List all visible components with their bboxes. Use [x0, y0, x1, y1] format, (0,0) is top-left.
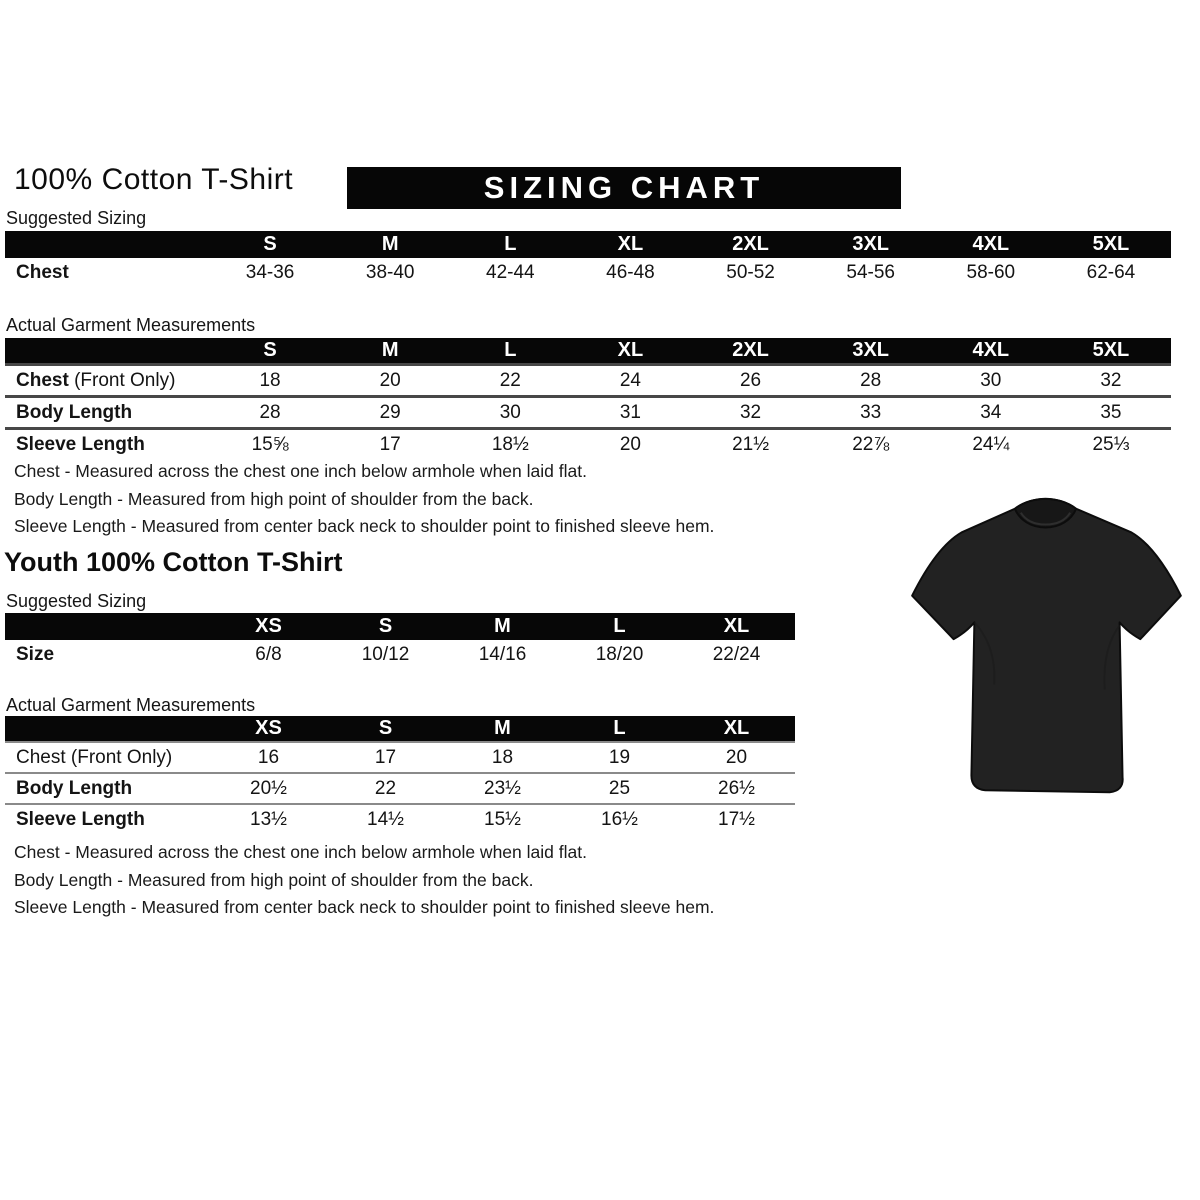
- table-cell: 23½: [484, 777, 521, 799]
- table-cell: 30: [980, 369, 1002, 391]
- column-header: 4XL: [972, 233, 1010, 255]
- adult-actual-measurements-table: [5, 338, 1171, 459]
- row-label: Chest (Front Only): [16, 369, 176, 391]
- table-cell: 21½: [732, 433, 770, 455]
- table-cell: 32: [739, 401, 762, 423]
- column-header: XL: [723, 717, 750, 739]
- table-cell: 58-60: [966, 262, 1016, 283]
- table-header-row: [5, 338, 1171, 363]
- column-header: L: [504, 339, 517, 361]
- note-chest: Chest - Measured across the chest one inch below armhole when laid flat.: [14, 842, 587, 862]
- column-header: L: [613, 717, 626, 739]
- column-header: XS: [255, 615, 282, 637]
- table-row: [5, 803, 795, 834]
- table-cell: 34: [980, 401, 1002, 423]
- row-label: Sleeve Length: [16, 808, 145, 830]
- table-cell: 17: [379, 433, 401, 455]
- row-label: Chest: [16, 262, 69, 283]
- youth-suggested-sizing-label: Suggested Sizing: [6, 591, 147, 611]
- table-cell: 15⅝: [251, 433, 289, 455]
- table-cell: 34-36: [245, 262, 295, 283]
- column-header: XL: [617, 339, 644, 361]
- table-cell: 31: [619, 401, 641, 423]
- column-header: L: [504, 233, 517, 255]
- column-header: S: [263, 233, 277, 255]
- table-row: [5, 427, 1171, 459]
- row-label: Chest (Front Only): [16, 746, 173, 768]
- column-header: 4XL: [972, 339, 1010, 361]
- table-header-row: [5, 716, 795, 741]
- table-cell: 14½: [367, 808, 404, 830]
- youth-actual-measurements-label: Actual Garment Measurements: [6, 695, 256, 715]
- table-cell: 38-40: [365, 262, 415, 283]
- table-cell: 17: [374, 746, 397, 768]
- note-body-length: Body Length - Measured from high point of shoulder from the back.: [14, 869, 534, 890]
- column-header: L: [613, 615, 626, 637]
- adult-measurement-notes: [14, 458, 714, 541]
- column-header: S: [263, 339, 277, 361]
- table-cell: 22: [499, 369, 521, 391]
- table-cell: 16: [257, 746, 280, 768]
- table-cell: 6/8: [255, 644, 282, 665]
- table-cell: 18/20: [595, 644, 644, 665]
- table-row: [5, 395, 1171, 427]
- table-cell: 13½: [250, 808, 287, 830]
- youth-suggested-sizing-table: [5, 613, 795, 670]
- column-header: 2XL: [732, 233, 769, 255]
- table-cell: 22⅞: [852, 433, 890, 455]
- table-row: [5, 258, 1171, 288]
- table-cell: 24: [619, 369, 641, 391]
- column-header: M: [494, 615, 511, 637]
- adult-suggested-sizing-label: Suggested Sizing: [6, 208, 147, 228]
- table-cell: 10/12: [361, 644, 410, 665]
- table-header-row: [5, 613, 795, 640]
- sizing-chart-banner-label: SIZING CHART: [483, 170, 765, 205]
- table-cell: 25⅓: [1092, 433, 1130, 455]
- column-header: 3XL: [852, 339, 890, 361]
- column-header: 5XL: [1092, 339, 1130, 361]
- note-chest: Chest - Measured across the chest one inch below armhole when laid flat.: [14, 461, 587, 481]
- table-cell: 26½: [718, 777, 755, 799]
- table-cell: 20: [379, 369, 401, 391]
- table-cell: 18: [259, 369, 281, 391]
- table-row: [5, 363, 1171, 395]
- sizing-chart-banner: [347, 167, 901, 209]
- table-cell: 50-52: [726, 262, 775, 283]
- column-header: XL: [723, 615, 750, 637]
- table-cell: 33: [860, 401, 882, 423]
- table-cell: 42-44: [486, 262, 535, 283]
- table-cell: 20: [619, 433, 641, 455]
- note-body-length: Body Length - Measured from high point of shoulder from the back.: [14, 488, 534, 509]
- column-header: XL: [617, 233, 644, 255]
- column-header: S: [378, 615, 393, 637]
- table-cell: 22/24: [712, 644, 761, 665]
- table-cell: 20½: [250, 777, 287, 799]
- table-cell: 14/16: [478, 644, 527, 665]
- table-cell: 17½: [718, 808, 755, 830]
- column-header: 2XL: [732, 339, 769, 361]
- youth-measurement-notes: [14, 839, 714, 922]
- table-cell: 26: [739, 369, 762, 391]
- table-row: [5, 772, 795, 803]
- note-sleeve-length: Sleeve Length - Measured from center back neck to shoulder point to finished sleeve hem.: [14, 516, 715, 536]
- table-cell: 32: [1100, 369, 1122, 391]
- adult-suggested-sizing-table: [5, 231, 1171, 288]
- black-tshirt-image: [893, 487, 1198, 813]
- column-header: M: [381, 233, 399, 255]
- table-row: [5, 640, 795, 670]
- note-sleeve-length: Sleeve Length - Measured from center back neck to shoulder point to finished sleeve hem.: [14, 897, 715, 917]
- table-cell: 62-64: [1086, 262, 1136, 283]
- youth-section-title: Youth 100% Cotton T-Shirt: [4, 547, 343, 577]
- table-header-row: [5, 231, 1171, 258]
- column-header: 5XL: [1092, 233, 1130, 255]
- row-label: Size: [16, 644, 55, 665]
- adult-actual-measurements-label: Actual Garment Measurements: [6, 315, 256, 335]
- youth-actual-measurements-table: [5, 716, 795, 834]
- column-header: S: [378, 717, 393, 739]
- row-label: Sleeve Length: [16, 433, 145, 455]
- table-cell: 16½: [601, 808, 638, 830]
- table-cell: 24¼: [972, 433, 1010, 455]
- table-cell: 46-48: [606, 262, 655, 283]
- table-cell: 20: [725, 746, 748, 768]
- table-cell: 30: [499, 401, 521, 423]
- column-header: 3XL: [852, 233, 890, 255]
- table-cell: 19: [608, 746, 631, 768]
- table-cell: 15½: [484, 808, 521, 830]
- page-title: 100% Cotton T-Shirt: [14, 163, 294, 196]
- table-cell: 28: [259, 401, 281, 423]
- row-label: Body Length: [16, 777, 133, 799]
- table-cell: 28: [860, 369, 882, 391]
- table-cell: 25: [608, 777, 631, 799]
- table-cell: 18½: [491, 433, 529, 455]
- table-cell: 54-56: [846, 262, 895, 283]
- column-header: XS: [255, 717, 282, 739]
- column-header: M: [381, 339, 399, 361]
- row-label: Body Length: [16, 401, 133, 423]
- table-row: [5, 741, 795, 772]
- table-cell: 18: [491, 746, 514, 768]
- column-header: M: [494, 717, 511, 739]
- table-cell: 29: [379, 401, 401, 423]
- table-cell: 22: [374, 777, 397, 799]
- table-cell: 35: [1100, 401, 1122, 423]
